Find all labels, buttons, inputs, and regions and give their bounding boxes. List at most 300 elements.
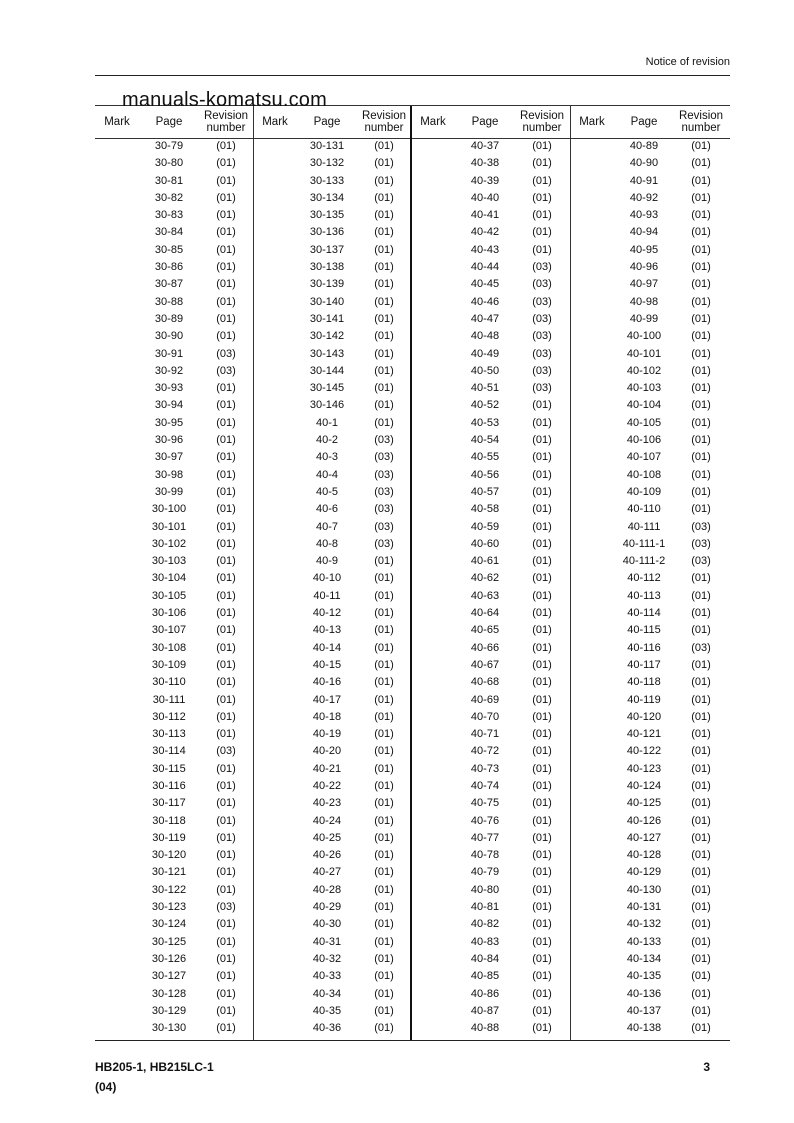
revision-cell: (01): [374, 226, 394, 239]
page-cell: 30-109: [151, 658, 187, 671]
table-row: [253, 224, 411, 241]
page-cell: 40-51: [470, 382, 500, 395]
table-row: [95, 743, 253, 760]
page-cell: 40-98: [629, 295, 659, 308]
page-cell: 40-1: [315, 416, 339, 429]
page-cell: 40-125: [626, 797, 662, 810]
revision-cell: (01): [691, 814, 711, 827]
page-cell: 30-89: [154, 312, 184, 325]
page-cell: 40-5: [315, 485, 339, 498]
revision-cell: (01): [691, 728, 711, 741]
table-row: [253, 328, 411, 345]
revision-cell: (01): [216, 191, 236, 204]
page-cell: 40-20: [312, 745, 342, 758]
table-row: [411, 726, 569, 743]
revision-cell: (01): [374, 814, 394, 827]
revision-cell: (01): [532, 866, 552, 879]
page-cell: 30-84: [154, 226, 184, 239]
page-cell: 40-77: [470, 831, 500, 844]
revision-cell: (01): [691, 589, 711, 602]
page-cell: 30-96: [154, 434, 184, 447]
page-cell: 30-107: [151, 624, 187, 637]
table-row: [95, 276, 253, 293]
table-row: [411, 519, 569, 536]
page-cell: 40-55: [470, 451, 500, 464]
table-row: [570, 657, 728, 674]
revision-cell: (01): [532, 952, 552, 965]
page-cell: 40-79: [470, 866, 500, 879]
revision-cell: (01): [216, 607, 236, 620]
page-cell: 40-7: [315, 520, 339, 533]
table-row: [411, 294, 569, 311]
page-cell: 40-137: [626, 1004, 662, 1017]
revision-cell: (01): [216, 952, 236, 965]
revision-cell: (01): [216, 814, 236, 827]
table-row: [253, 259, 411, 276]
table-row: [253, 138, 411, 155]
table-row: [570, 1003, 728, 1020]
page-cell: 40-109: [626, 485, 662, 498]
page-cell: 40-59: [470, 520, 500, 533]
table-row: [570, 916, 728, 933]
table-row: [95, 986, 253, 1003]
table-row: [253, 276, 411, 293]
header-mark: Mark: [579, 116, 605, 128]
revision-cell: (01): [216, 295, 236, 308]
table-row: [570, 934, 728, 951]
page-cell: 40-45: [470, 278, 500, 291]
revision-cell: (01): [216, 520, 236, 533]
page-cell: 40-61: [470, 555, 500, 568]
revision-cell: (01): [691, 226, 711, 239]
revision-cell: (01): [691, 1004, 711, 1017]
table-row: [95, 795, 253, 812]
revision-cell: (03): [532, 278, 552, 291]
revision-cell: (01): [374, 174, 394, 187]
revision-cell: (01): [216, 797, 236, 810]
table-row: [570, 743, 728, 760]
table-row: [570, 778, 728, 795]
revision-cell: (01): [691, 866, 711, 879]
table-row: [570, 449, 728, 466]
revision-cell: (01): [374, 797, 394, 810]
page-cell: 40-112: [627, 572, 661, 585]
table-row: [411, 761, 569, 778]
revision-cell: (01): [532, 918, 552, 931]
page-cell: 40-90: [629, 157, 659, 170]
table-row: [95, 761, 253, 778]
revision-cell: (01): [374, 312, 394, 325]
page-cell: 40-23: [312, 797, 342, 810]
revision-cell: (01): [216, 226, 236, 239]
revision-cell: (01): [216, 572, 236, 585]
page-cell: 40-14: [312, 641, 342, 654]
revision-cell: (03): [216, 901, 236, 914]
page-cell: 40-107: [626, 451, 662, 464]
page-cell: 30-121: [151, 866, 187, 879]
page-cell: 40-21: [312, 762, 342, 775]
header-page: Page: [313, 116, 341, 128]
table-row: [253, 432, 411, 449]
page-header-title: Notice of revision: [645, 56, 730, 68]
revision-cell: (01): [374, 918, 394, 931]
table-row: [411, 640, 569, 657]
table-row: [95, 259, 253, 276]
table-row: [411, 449, 569, 466]
revision-cell: (01): [374, 693, 394, 706]
revision-cell: (01): [691, 762, 711, 775]
page-cell: 40-13: [312, 624, 342, 637]
revision-cell: (03): [374, 537, 394, 550]
revision-cell: (01): [216, 762, 236, 775]
header-revision-line2: number: [681, 122, 721, 134]
table-row: [253, 155, 411, 172]
table-row: [253, 242, 411, 259]
page-cell: 40-136: [626, 987, 662, 1000]
revision-cell: (03): [374, 468, 394, 481]
revision-cell: (01): [374, 209, 394, 222]
column-divider: [410, 106, 412, 1040]
column-divider: [253, 106, 254, 1040]
revision-cell: (01): [374, 935, 394, 948]
page-cell: 40-32: [312, 952, 342, 965]
page-cell: 40-60: [470, 537, 500, 550]
revision-cell: (01): [216, 658, 236, 671]
revision-cell: (01): [216, 174, 236, 187]
page-cell: 40-132: [626, 918, 662, 931]
revision-cell: (01): [216, 866, 236, 879]
page-cell: 30-130: [151, 1022, 187, 1035]
table-row: [253, 207, 411, 224]
page-cell: 40-88: [470, 1022, 500, 1035]
page-cell: 40-95: [629, 243, 659, 256]
revision-cell: (01): [691, 209, 711, 222]
revision-cell: (01): [532, 728, 552, 741]
table-row: [570, 242, 728, 259]
revision-cell: (01): [691, 918, 711, 931]
revision-cell: (01): [532, 174, 552, 187]
page-cell: 40-9: [315, 555, 339, 568]
table-row: [95, 138, 253, 155]
page-cell: 40-10: [312, 572, 342, 585]
table-row: [411, 276, 569, 293]
table-row: [411, 1020, 569, 1037]
table-row: [411, 951, 569, 968]
page-cell: 40-17: [312, 693, 342, 706]
page-cell: 40-12: [312, 607, 342, 620]
page-cell: 30-119: [152, 831, 186, 844]
revision-cell: (01): [691, 347, 711, 360]
table-column-group: [95, 138, 253, 1037]
page-cell: 40-113: [627, 589, 661, 602]
table-row: [95, 346, 253, 363]
page-cell: 40-36: [312, 1022, 342, 1035]
table-row: [95, 397, 253, 414]
table-column-group: [570, 138, 728, 1037]
revision-cell: (01): [374, 641, 394, 654]
revision-cell: (01): [691, 330, 711, 343]
table-row: [253, 467, 411, 484]
table-row: [411, 397, 569, 414]
page-cell: 40-54: [470, 434, 500, 447]
revision-cell: (01): [532, 1004, 552, 1017]
revision-cell: (03): [532, 382, 552, 395]
table-row: [411, 830, 569, 847]
table-row: [95, 415, 253, 432]
page-cell: 40-47: [470, 312, 500, 325]
revision-cell: (01): [216, 382, 236, 395]
table-row: [253, 692, 411, 709]
table-row: [570, 674, 728, 691]
revision-cell: (01): [532, 191, 552, 204]
table-row: [253, 519, 411, 536]
table-row: [411, 553, 569, 570]
table-row: [570, 138, 728, 155]
page-cell: 40-74: [470, 779, 500, 792]
page-cell: 30-106: [151, 607, 187, 620]
page-cell: 30-98: [154, 468, 184, 481]
revision-cell: (01): [532, 849, 552, 862]
page-cell: 40-29: [312, 901, 342, 914]
page-cell: 30-83: [154, 209, 184, 222]
page-cell: 40-83: [470, 935, 500, 948]
revision-cell: (01): [532, 710, 552, 723]
page-cell: 40-2: [315, 434, 339, 447]
revision-cell: (01): [691, 312, 711, 325]
header-revision-line1: Revision: [519, 110, 565, 122]
revision-cell: (01): [532, 693, 552, 706]
table-row: [95, 449, 253, 466]
table-row: [253, 830, 411, 847]
watermark: manuals-komatsu.com: [122, 89, 327, 111]
page-cell: 40-25: [312, 831, 342, 844]
table-row: [95, 709, 253, 726]
page-cell: 40-30: [312, 918, 342, 931]
revision-cell: (01): [532, 451, 552, 464]
table-row: [411, 605, 569, 622]
table-row: [411, 986, 569, 1003]
page-cell: 40-133: [626, 935, 662, 948]
table-row: [95, 294, 253, 311]
revision-cell: (01): [691, 364, 711, 377]
revision-cell: (01): [374, 676, 394, 689]
footer-revision: (04): [95, 1080, 117, 1094]
table-row: [95, 484, 253, 501]
revision-cell: (01): [532, 762, 552, 775]
table-row: [95, 207, 253, 224]
revision-cell: (03): [532, 364, 552, 377]
page-cell: 40-40: [470, 191, 500, 204]
page-cell: 30-134: [309, 191, 345, 204]
revision-cell: (01): [691, 278, 711, 291]
page-cell: 30-99: [154, 485, 184, 498]
table-row: [570, 588, 728, 605]
revision-cell: (01): [532, 624, 552, 637]
page-cell: 30-100: [151, 503, 187, 516]
header-revision-line1: Revision: [361, 110, 407, 122]
revision-cell: (01): [532, 209, 552, 222]
table-row: [253, 951, 411, 968]
page-cell: 40-128: [626, 849, 662, 862]
revision-cell: (01): [216, 624, 236, 637]
revision-cell: (01): [691, 399, 711, 412]
revision-cell: (01): [532, 243, 552, 256]
revision-cell: (01): [374, 987, 394, 1000]
table-row: [411, 795, 569, 812]
page-cell: 40-57: [470, 485, 500, 498]
revision-cell: (01): [532, 901, 552, 914]
page-cell: 40-39: [470, 174, 500, 187]
page-cell: 40-18: [312, 710, 342, 723]
revision-cell: (01): [216, 278, 236, 291]
table-row: [253, 864, 411, 881]
table-row: [95, 190, 253, 207]
page-cell: 30-88: [154, 295, 184, 308]
table-row: [95, 882, 253, 899]
page-cell: 30-80: [154, 157, 184, 170]
revision-cell: (03): [532, 330, 552, 343]
page-cell: 40-35: [312, 1004, 342, 1017]
revision-cell: (01): [691, 1022, 711, 1035]
table-row: [253, 778, 411, 795]
table-row: [95, 588, 253, 605]
table-row: [253, 1020, 411, 1037]
page-cell: 40-42: [470, 226, 500, 239]
page-cell: 40-111-2: [622, 555, 666, 568]
table-row: [570, 553, 728, 570]
table-row: [253, 726, 411, 743]
revision-cell: (01): [532, 157, 552, 170]
page-cell: 30-127: [151, 970, 187, 983]
revision-cell: (03): [532, 312, 552, 325]
page-cell: 30-95: [154, 416, 184, 429]
page-cell: 30-132: [309, 157, 345, 170]
table-row: [411, 501, 569, 518]
page-cell: 40-96: [629, 261, 659, 274]
page-cell: 30-144: [309, 364, 345, 377]
revision-cell: (03): [691, 520, 711, 533]
table-row: [95, 224, 253, 241]
revision-cell: (01): [374, 364, 394, 377]
header-revision-line2: number: [364, 122, 404, 134]
table-row: [570, 899, 728, 916]
table-row: [253, 916, 411, 933]
table-row: [253, 761, 411, 778]
table-row: [95, 1020, 253, 1037]
table-row: [570, 484, 728, 501]
table-row: [253, 709, 411, 726]
table-row: [95, 155, 253, 172]
table-row: [570, 363, 728, 380]
page-cell: 40-123: [626, 762, 662, 775]
revision-cell: (01): [532, 970, 552, 983]
page-cell: 30-123: [151, 901, 187, 914]
table-row: [95, 830, 253, 847]
revision-cell: (01): [691, 243, 711, 256]
header-page: Page: [471, 116, 499, 128]
revision-cell: (01): [691, 849, 711, 862]
revision-cell: (01): [374, 762, 394, 775]
page-cell: 30-145: [309, 382, 345, 395]
table-row: [253, 311, 411, 328]
footer-model: HB205-1, HB215LC-1: [95, 1060, 214, 1074]
page-cell: 40-134: [626, 952, 662, 965]
page-cell: 40-48: [470, 330, 500, 343]
page-cell: 40-38: [470, 157, 500, 170]
page-cell: 40-101: [626, 347, 662, 360]
table-row: [253, 536, 411, 553]
revision-cell: (01): [532, 399, 552, 412]
revision-cell: (01): [532, 520, 552, 533]
revision-cell: (01): [532, 814, 552, 827]
page-cell: 40-50: [470, 364, 500, 377]
page-cell: 40-120: [626, 710, 662, 723]
page-cell: 40-33: [312, 970, 342, 983]
table-row: [253, 986, 411, 1003]
page-cell: 40-99: [629, 312, 659, 325]
revision-cell: (01): [374, 278, 394, 291]
page-cell: 30-128: [151, 987, 187, 1000]
revision-cell: (01): [216, 1022, 236, 1035]
page-cell: 40-58: [470, 503, 500, 516]
page-cell: 40-124: [626, 779, 662, 792]
revision-cell: (01): [216, 710, 236, 723]
table-row: [411, 363, 569, 380]
page-cell: 40-118: [627, 676, 661, 689]
revision-cell: (01): [374, 382, 394, 395]
table-row: [411, 1003, 569, 1020]
page-cell: 30-110: [152, 676, 186, 689]
table-row: [570, 501, 728, 518]
table-row: [95, 813, 253, 830]
table-row: [411, 415, 569, 432]
revision-cell: (01): [216, 555, 236, 568]
table-row: [95, 432, 253, 449]
page-cell: 40-4: [315, 468, 339, 481]
page-cell: 40-100: [626, 330, 662, 343]
revision-cell: (01): [374, 831, 394, 844]
table-row: [411, 328, 569, 345]
table-row: [95, 1003, 253, 1020]
table-row: [95, 847, 253, 864]
revision-cell: (03): [691, 641, 711, 654]
revision-cell: (01): [691, 503, 711, 516]
table-row: [570, 432, 728, 449]
table-row: [570, 882, 728, 899]
revision-cell: (01): [532, 503, 552, 516]
revision-cell: (01): [532, 883, 552, 896]
page-cell: 40-75: [470, 797, 500, 810]
page-cell: 40-41: [470, 209, 500, 222]
header-revision-line2: number: [522, 122, 562, 134]
table-row: [411, 709, 569, 726]
page-cell: 40-53: [470, 416, 500, 429]
table-row: [411, 864, 569, 881]
revision-cell: (01): [216, 831, 236, 844]
table-row: [253, 294, 411, 311]
page-cell: 30-90: [154, 330, 184, 343]
page-cell: 40-63: [470, 589, 500, 602]
table-row: [253, 484, 411, 501]
revision-cell: (01): [374, 624, 394, 637]
page-cell: 40-105: [626, 416, 662, 429]
table-row: [253, 674, 411, 691]
table-row: [253, 501, 411, 518]
page-cell: 30-129: [151, 1004, 187, 1017]
page-cell: 40-108: [626, 468, 662, 481]
revision-cell: (01): [532, 434, 552, 447]
table-row: [253, 397, 411, 414]
